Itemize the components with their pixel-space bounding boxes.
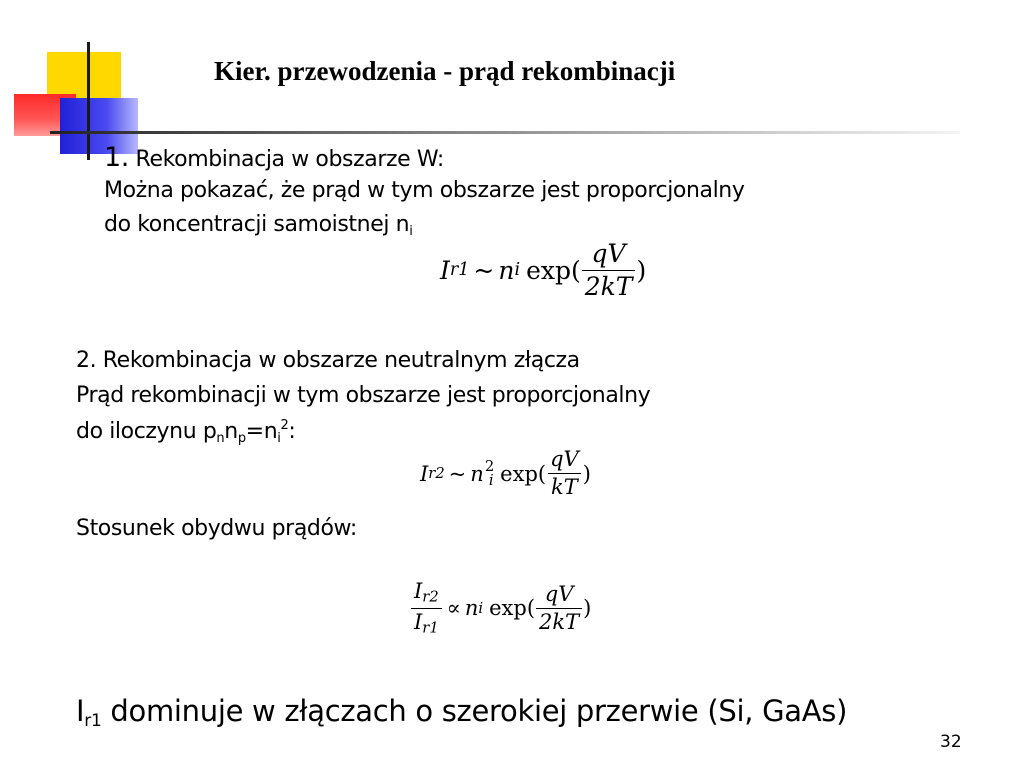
formula3-ratio-denominator bbox=[411, 608, 442, 637]
formula2-n-sub: i bbox=[488, 471, 494, 489]
formula3-ratio-numerator bbox=[411, 580, 442, 608]
formula2-lhs-sub: r2 bbox=[428, 465, 445, 483]
section1-line3-text: do koncentracji samoistnej n bbox=[104, 212, 410, 237]
formula2-lhs: I bbox=[420, 461, 429, 486]
formula3-den-sub: r1 bbox=[422, 619, 439, 637]
formula1-close: ) bbox=[636, 255, 647, 285]
formula-ratio bbox=[410, 580, 591, 637]
section2-line3-sup: 2 bbox=[280, 418, 289, 433]
formula2-denominator: kT bbox=[548, 473, 581, 499]
formula1-exp: exp( bbox=[526, 255, 581, 285]
page-number: 32 bbox=[940, 732, 962, 752]
title-underline bbox=[50, 131, 960, 134]
formula3-exp: exp( bbox=[489, 596, 536, 621]
formula2-close: ) bbox=[582, 461, 591, 486]
section2-line3-mid1: n bbox=[224, 419, 238, 444]
formula3-denominator: 2kT bbox=[536, 608, 582, 634]
section1-line3 bbox=[104, 212, 412, 240]
formula2-n-scripts bbox=[484, 458, 495, 489]
section1-line2: Można pokazać, że prąd w tym obszarze jest proporcjonalny bbox=[104, 178, 745, 203]
section2-line2: Prąd rekombinacji w tym obszarze jest proporcjonalny bbox=[76, 383, 651, 408]
conclusion-I: I bbox=[76, 694, 85, 728]
section1-line3-sub: i bbox=[409, 224, 413, 239]
formula1-n: n bbox=[498, 255, 515, 285]
formula3-num-sub: r2 bbox=[422, 588, 439, 606]
section1-heading bbox=[104, 142, 444, 174]
section2-line3 bbox=[76, 418, 295, 447]
section2-line3-sub2: p bbox=[237, 431, 246, 446]
formula3-n: n bbox=[464, 596, 479, 621]
formula3-prop: ∝ bbox=[446, 596, 461, 621]
section2-line3-prefix: do iloczynu p bbox=[76, 419, 217, 444]
formula1-lhs: I bbox=[440, 255, 450, 285]
formula1-fraction bbox=[582, 240, 636, 300]
formula3-close: ) bbox=[583, 596, 592, 621]
formula3-numerator: qV bbox=[544, 581, 574, 606]
formula-ir1 bbox=[440, 240, 646, 300]
formula1-numerator: qV bbox=[591, 239, 626, 268]
decor-vertical-line bbox=[87, 42, 90, 160]
formula3-n-sub: i bbox=[478, 599, 484, 617]
section2-line3-sub3: i bbox=[277, 431, 281, 446]
formula3-den-I: I bbox=[414, 609, 423, 634]
formula2-n: n bbox=[470, 461, 484, 486]
section2-heading: 2. Rekombinacja w obszarze neutralnym złącza bbox=[76, 348, 580, 373]
section1-number: 1. bbox=[104, 142, 129, 173]
formula2-numerator: qV bbox=[550, 447, 579, 471]
conclusion bbox=[76, 694, 847, 731]
section1-heading-text: Rekombinacja w obszarze W: bbox=[128, 147, 444, 172]
formula2-n-sup: 2 bbox=[484, 458, 495, 476]
formula1-sim: ~ bbox=[473, 255, 495, 285]
formula-ir2 bbox=[420, 448, 591, 499]
formula3-num-I: I bbox=[414, 579, 423, 603]
section2-line3-sub1: n bbox=[216, 431, 225, 446]
formula1-denominator: 2kT bbox=[582, 270, 636, 301]
conclusion-text: dominuje w złączach o szerokiej przerwie (Si, GaAs) bbox=[101, 694, 848, 728]
formula3-fraction bbox=[536, 583, 582, 634]
slide-title: Kier. przewodzenia - prąd rekombinacji bbox=[214, 56, 676, 86]
formula2-exp: exp( bbox=[500, 461, 547, 486]
section2-line3-mid2: =n bbox=[245, 419, 278, 444]
formula2-fraction bbox=[547, 448, 582, 499]
section2-line3-end: : bbox=[288, 419, 296, 444]
formula1-lhs-sub: r1 bbox=[449, 260, 470, 280]
formula3-ratio-fraction bbox=[411, 580, 442, 637]
ratio-label: Stosunek obydwu prądów: bbox=[76, 516, 357, 541]
formula1-n-sub: i bbox=[514, 260, 521, 280]
conclusion-sub: r1 bbox=[84, 711, 102, 731]
formula2-sim: ~ bbox=[448, 461, 467, 486]
